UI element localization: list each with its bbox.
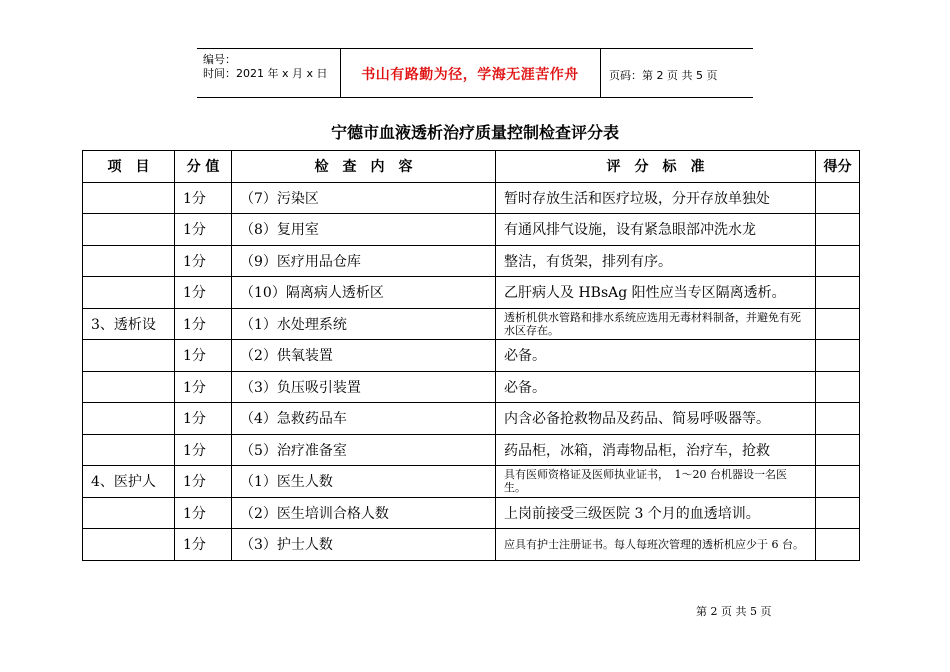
standard-cell: 内含必备抢救物品及药品、简易呼吸器等。 (496, 403, 816, 435)
standard-text: 应具有护士注册证书。每人每班次管理的透析机应少于 6 台。 (504, 537, 804, 551)
standard-cell (496, 466, 816, 498)
score-cell: 1分 (175, 245, 232, 277)
page-title: 宁德市血液透析治疗质量控制检查评分表 (330, 123, 619, 142)
item-cell (83, 529, 175, 561)
header-meta (197, 49, 341, 97)
points-cell (816, 466, 860, 498)
standard-cell (496, 308, 816, 340)
score-cell: 1分 (175, 529, 232, 561)
points-cell (816, 340, 860, 372)
standard-cell: 暂时存放生活和医疗垃圾，分开存放单独处 (496, 182, 816, 214)
table-row (83, 277, 860, 309)
standard-text: 透析机供水管路和排水系统应选用无毒材料制备，并避免有死水区存在。 (504, 310, 801, 337)
item-cell (83, 434, 175, 466)
time-label: 时间：2021 年 x 月 x 日 (203, 67, 328, 80)
content-cell: （4）急救药品车 (232, 403, 496, 435)
table-row (83, 308, 860, 340)
table-row (83, 245, 860, 277)
number-label: 编号： (203, 53, 236, 66)
standard-cell: 药品柜，冰箱，消毒物品柜，治疗车，抢救 (496, 434, 816, 466)
content-cell: （2）供氧装置 (232, 340, 496, 372)
score-cell: 1分 (175, 214, 232, 246)
content-cell: （9）医疗用品仓库 (232, 245, 496, 277)
table-row (83, 403, 860, 435)
table-row (83, 529, 860, 561)
motto: 书山有路勤为径，学海无涯苦作舟 (361, 67, 579, 83)
standard-cell: 整洁，有货架，排列有序。 (496, 245, 816, 277)
points-cell (816, 308, 860, 340)
table-row (83, 214, 860, 246)
score-cell: 1分 (175, 308, 232, 340)
standard-cell: 乙肝病人及 HBsAg 阳性应当专区隔离透析。 (496, 277, 816, 309)
points-cell (816, 277, 860, 309)
score-table (82, 150, 860, 561)
item-cell (83, 182, 175, 214)
column-header: 评 分 标 准 (496, 151, 816, 183)
score-cell: 1分 (175, 434, 232, 466)
item-cell (83, 497, 175, 529)
points-cell (816, 403, 860, 435)
column-header: 检 查 内 容 (232, 151, 496, 183)
content-cell: （8）复用室 (232, 214, 496, 246)
standard-cell: 有通风排气设施，设有紧急眼部冲洗水龙 (496, 214, 816, 246)
page-footer: 第 2 页 共 5 页 (696, 605, 772, 618)
column-header: 分 值 (175, 151, 232, 183)
column-header: 项 目 (83, 151, 175, 183)
points-cell (816, 245, 860, 277)
content-cell: （2）医生培训合格人数 (232, 497, 496, 529)
score-cell: 1分 (175, 340, 232, 372)
table-header-row (83, 151, 860, 183)
standard-text: 具有医师资格证及医师执业证书， 1～20 台机器设一名医生。 (504, 468, 787, 495)
table-row (83, 340, 860, 372)
standard-cell: 必备。 (496, 340, 816, 372)
standard-cell: 必备。 (496, 371, 816, 403)
table-row (83, 466, 860, 498)
content-cell: （10）隔离病人透析区 (232, 277, 496, 309)
content-cell: （5）治疗准备室 (232, 434, 496, 466)
points-cell (816, 214, 860, 246)
table-row (83, 434, 860, 466)
score-cell: 1分 (175, 497, 232, 529)
standard-cell (496, 529, 816, 561)
standard-cell: 上岗前接受三级医院 3 个月的血透培训。 (496, 497, 816, 529)
item-cell (83, 245, 175, 277)
content-cell: （1）医生人数 (232, 466, 496, 498)
points-cell (816, 371, 860, 403)
content-cell: （1）水处理系统 (232, 308, 496, 340)
score-cell: 1分 (175, 466, 232, 498)
item-cell (83, 214, 175, 246)
score-cell: 1分 (175, 403, 232, 435)
column-header: 得分 (816, 151, 860, 183)
points-cell (816, 182, 860, 214)
score-cell: 1分 (175, 371, 232, 403)
points-cell (816, 497, 860, 529)
table-body (83, 182, 860, 560)
item-cell (83, 277, 175, 309)
item-cell (83, 403, 175, 435)
document-header (197, 48, 753, 98)
table-row (83, 497, 860, 529)
item-cell: 3、透析设 (83, 308, 175, 340)
item-cell: 4、医护人 (83, 466, 175, 498)
header-motto-cell (340, 49, 601, 97)
content-cell: （3）护士人数 (232, 529, 496, 561)
item-cell (83, 371, 175, 403)
points-cell (816, 434, 860, 466)
header-page-cell (601, 49, 753, 97)
content-cell: （7）污染区 (232, 182, 496, 214)
score-cell: 1分 (175, 182, 232, 214)
table-row (83, 182, 860, 214)
content-cell: （3）负压吸引装置 (232, 371, 496, 403)
score-cell: 1分 (175, 277, 232, 309)
points-cell (816, 529, 860, 561)
page-label: 页码：第 2 页 共 5 页 (609, 69, 718, 82)
item-cell (83, 340, 175, 372)
table-row (83, 371, 860, 403)
